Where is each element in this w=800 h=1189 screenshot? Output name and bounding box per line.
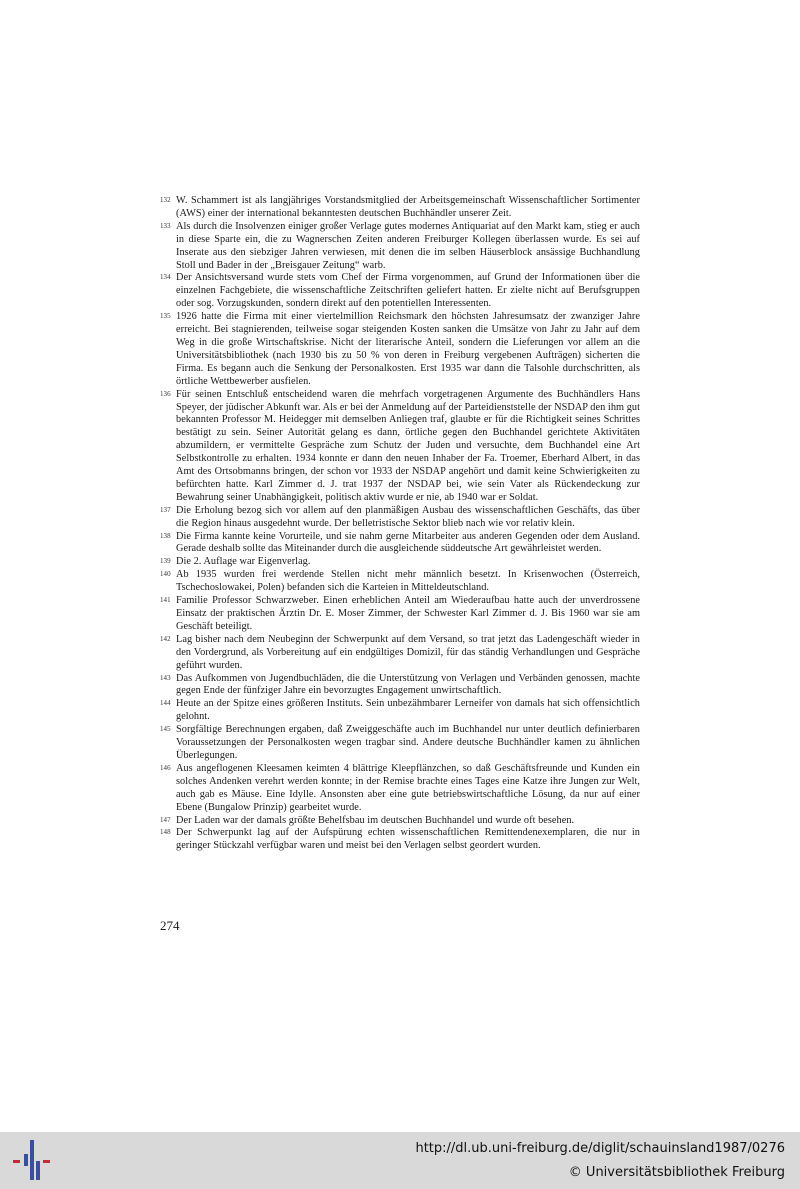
footnote-number: 140 [160,570,171,579]
footnote-number: 147 [160,815,171,824]
footnote-text: W. Schammert ist als langjähriges Vorstandsmitglied der Arbeitsgemeinschaft Wissenschaftlicher Sortimenter (AWS) einer der international bekanntesten deutschen Buchhändler unserer Zeit. [176,195,640,219]
footnote-number: 141 [160,596,171,605]
footnote-number: 146 [160,763,171,772]
footnote-number: 144 [160,699,171,708]
footnote [160,195,640,221]
footnote [160,595,640,634]
footnote [160,505,640,531]
footnote-text: Aus angeflogenen Kleesamen keimten 4 blättrige Kleepflänzchen, so daß Geschäftsfreunde und Kunden ein solches Andenken verehrt werden konnte; in der Remise brachte eines Tages eine Katze ihre Jungen zur Welt, auch gab es Mäuse. Eine Idylle. Ansonsten aber eine gute betriebswirtschaftliche Lösung, da nur auf einer Ebene (Bungalow Prinzip) gearbeitet wurde. [176,762,640,813]
footnote [160,698,640,724]
footnote [160,389,640,505]
footnote-text: 1926 hatte die Firma mit einer viertelmillion Reichsmark den höchsten Jahresumsatz der zwanziger Jahre erreicht. Bei stagnierenden, teilweise sogar steigenden Kosten sanken die Umsätze von Jahr zu Jahr auf dem Weg in die große Wirtschaftskrise. Nicht der literarische Anteil, sondern die Lieferungen vor allem an die Universitätsbibliothek (nach 1930 bis zu 50 % von deren in Freiburg vergebenen Aufträgen) sicherten die Firma. Es begann auch die Senkung der Personalkosten. Erst 1935 war dann die Talsohle durchschritten, als örtliche Wettbewerber ausfielen. [176,311,640,387]
footer-copyright: © Universitätsbibliothek Freiburg [568,1165,785,1180]
footnote-number: 143 [160,673,171,682]
footnote-text: Lag bisher nach dem Neubeginn der Schwerpunkt auf dem Versand, so trat jetzt das Ladengeschäft wieder in den Vordergrund, als Vorbereitung auf ein endgültiges Domizil, für das ständig Verhandlungen und Gespräche geführt wurden. [176,633,640,671]
footnote-number: 138 [160,531,171,540]
footer-url-link[interactable]: http://dl.ub.uni-freiburg.de/diglit/schauinsland1987/0276 [415,1141,785,1156]
footnote [160,221,640,273]
footnote-text: Der Laden war der damals größte Behelfsbau im deutschen Buchhandel und wurde oft besehen. [176,814,575,826]
footnote-text: Der Schwerpunkt lag auf der Aufspürung echten wissenschaftlichen Remittendenexemplaren, die nur in geringer Stückzahl verfügbar waren und meist bei den Verlagen selbst geordert wurden. [176,827,640,852]
footnotes-block [160,195,640,853]
footnote-number: 135 [160,312,171,321]
footnote-number: 142 [160,634,171,643]
footnote-text: Sorgfältige Berechnungen ergaben, daß Zweiggeschäfte auch im Buchhandel nur unter deutlich definierbaren Voraussetzungen der Personalkosten wegen tragbar sind. Andere deutsche Buchhändler kamen zu ähnlichen Überlegungen. [176,724,640,761]
footnote-number: 139 [160,557,171,566]
footnote [160,724,640,763]
footnote [160,556,640,569]
footnote [160,531,640,557]
footnote-number: 132 [160,196,171,204]
footnote [160,673,640,699]
footnote-text: Familie Professor Schwarzweber. Einen erheblichen Anteil am Wiederaufbau hatte auch der unverdrossene Einsatz der praktischen Ärztin Dr. E. Moser Zimmer, der Schwester Karl Zimmer d. J. Bis 1960 war sie am Geschäft beteiligt. [176,595,640,632]
footnote-number: 137 [160,505,171,514]
footer-url[interactable] [415,1141,785,1156]
footnote-text: Der Ansichtsversand wurde stets vom Chef der Firma vorgenommen, auf Grund der Informationen über die einzelnen Fachgebiete, die wissenschaftliche Zeitschriften geliefert hatten. Er zielte nicht auf Berufsgruppen oder sog. Vorzugskunden, sondern direkt auf den potentiellen Interessenten. [176,272,640,310]
footnote [160,815,640,828]
footnote [160,272,640,311]
footnote-number: 134 [160,273,171,282]
footnote [160,763,640,815]
footnote-text: Heute an der Spitze eines größeren Instituts. Sein unbezähmbarer Lerneifer von damals hat sich offensichtlich gelohnt. [176,698,640,723]
footnote [160,634,640,673]
footnote-number: 136 [160,389,171,398]
footer-bar [0,1132,800,1189]
footnote [160,311,640,388]
page-number: 274 [160,918,180,933]
footnote-number: 133 [160,221,171,230]
footnote-number: 145 [160,725,171,734]
footnote-text: Die 2. Auflage war Eigenverlag. [176,556,311,568]
footnote-number: 148 [160,828,171,837]
footnote-text: Die Firma kannte keine Vorurteile, und sie nahm gerne Mitarbeiter aus anderen Gegenden oder dem Ausland. Gerade deshalb sollte das Miteinander durch die ausgleichende süddeutsche Art gewährleistet werden. [176,530,640,555]
footnote-text: Als durch die Insolvenzen einiger großer Verlage gutes modernes Antiquariat auf den Markt kam, stieg er auch in diese Sparte ein, die zu Wagnerschen Zeiten anderen Freiburger Kollegen überlassen wurde. Es sei auf Inserate aus den siebziger Jahren verwiesen, mit denen die im selben Häuserblock ansässige Buchhandlung Stoll und Bader in der „Breisgauer Zeitung“ warb. [176,220,640,271]
library-logo-icon [10,1137,54,1183]
footnote [160,569,640,595]
footnote-text: Die Erholung bezog sich vor allem auf den planmäßigen Ausbau des wissenschaftlichen Geschäfts, das über die Region hinaus ausgedehnt wurde. Der belletristische Sektor blieb nach wie vor relativ klein. [176,504,640,529]
footnote-text: Für seinen Entschluß entscheidend waren die mehrfach vorgetragenen Argumente des Buchhändlers Hans Speyer, der jüdischer Abkunft war. Als er bei der Anmeldung auf der Parteidienststelle der NSDAP den ihm gut bekannten Professor M. Heidegger mit demselben Anliegen traf, glaubte er für die Richtigkeit seines Schrittes bestätigt zu sein. Seiner Autorität gelang es dann, örtliche gegen den Buchhandel gerichtete Aktivitäten abzumildern, er vermittelte Gespräche zum Schutz der Juden und versuchte, dem Buchhandel eine Art Selbstkontrolle zu erhalten. 1934 konnte er dann den neuen Inhaber der Fa. Troemer, Eberhard Albert, in das Amt des Ortsobmanns bringen, der schon vor 1933 der NSDAP angehört und damit keine Schwierigkeiten zu befürchten hatte. Karl Zimmer d. J. trat 1937 der NSDAP bei, wie sein Vater als Rückendeckung zur Bewahrung seiner Unabhängigkeit, politisch aktiv wurde er nie, ab 1940 war er Soldat. [176,388,640,503]
footnote-text: Das Aufkommen von Jugendbuchläden, die die Unterstützung von Verlagen und Verbänden genossen, machte gegen Ende der fünfziger Jahre ein bevorzugtes Engagement unwirtschaftlich. [176,672,640,697]
footnote-text: Ab 1935 wurden frei werdende Stellen nicht mehr männlich besetzt. In Krisenwochen (Österreich, Tschechoslowakei, Polen) befanden sich die Karteien in Mitteldeutschland. [176,569,640,594]
footnote [160,827,640,853]
